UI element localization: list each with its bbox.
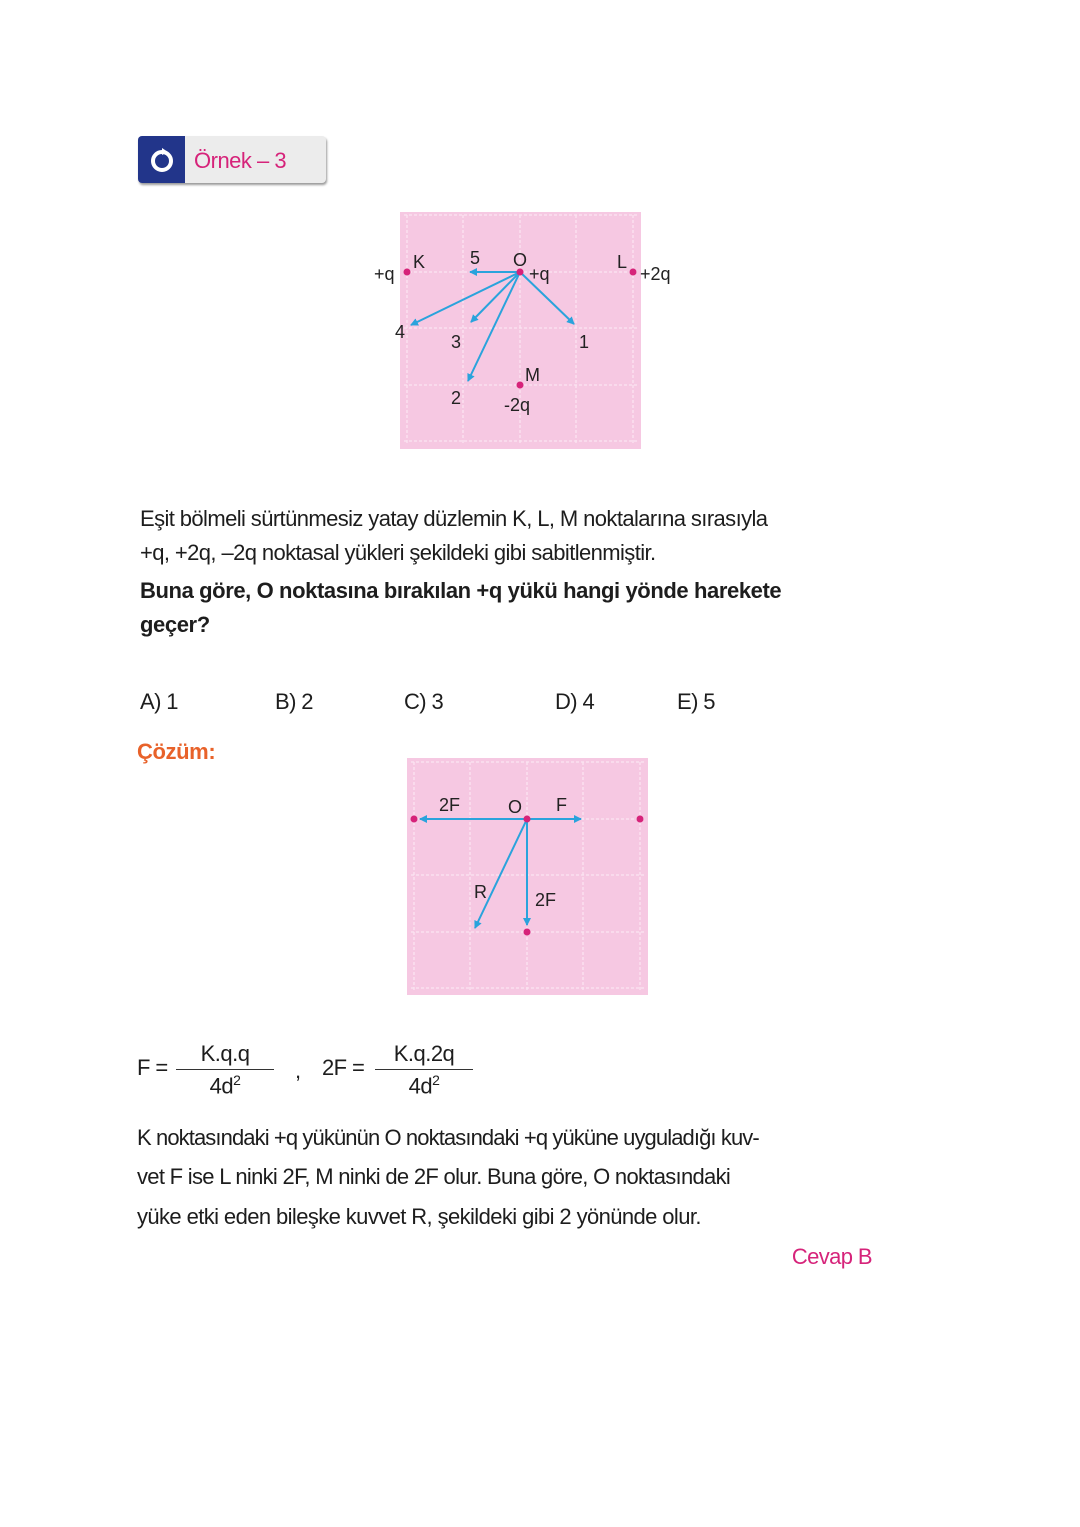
charge-m-dot — [524, 929, 531, 936]
charge-k-dot — [411, 816, 418, 823]
charge-l-value: +2q — [640, 264, 671, 284]
solution-text-line-1: K noktasındaki +q yükünün O noktasındaki +q yüküne uyguladığı kuv- — [137, 1125, 759, 1150]
question-text-line-2: +q, +2q, –2q noktasal yükleri şekildeki gibi sabitlenmiştir. — [140, 540, 656, 565]
solution-text-line-3: yüke etki eden bileşke kuvvet R, şekildeki gibi 2 yönünde olur. — [137, 1204, 701, 1229]
question-prompt-line-1: Buna göre, O noktasına bırakılan +q yükü hangi yönde harekete — [140, 578, 782, 603]
point-l-label: L — [617, 252, 628, 272]
charge-k-value: +q — [374, 264, 395, 284]
charge-o-dot — [524, 816, 531, 823]
point-m-label: M — [525, 365, 540, 385]
formula-2-fraction — [375, 1041, 473, 1099]
point-o-label: O — [508, 797, 523, 817]
formula-1-numerator: K.q.q — [176, 1041, 274, 1070]
charge-k-dot — [404, 269, 411, 276]
formula-1-lhs: F = — [137, 1055, 168, 1080]
solution-heading: Çözüm: — [137, 739, 216, 764]
example-title: Örnek – 3 — [194, 148, 287, 173]
solution-text-line-2: vet F ise L ninki 2F, M ninki de 2F olur. Buna göre, O noktasındaki — [137, 1164, 731, 1189]
formula-2-lhs: 2F = — [322, 1055, 365, 1080]
charge-l-dot — [637, 816, 644, 823]
point-o-label: O — [513, 250, 528, 270]
option-a[interactable]: A) 1 — [140, 689, 178, 714]
formula-1-denominator: $4d^2$ — [209, 1072, 241, 1099]
option-b[interactable]: B) 2 — [275, 689, 313, 714]
direction-label-4: 4 — [395, 322, 406, 342]
resultant-label: R — [474, 882, 487, 902]
answer-label: Cevap B — [791, 1244, 872, 1269]
force-label-f: F — [556, 795, 567, 815]
charge-m-value: -2q — [504, 395, 531, 415]
formula-separator: , — [295, 1058, 301, 1083]
direction-label-1: 1 — [579, 332, 590, 352]
direction-label-3: 3 — [451, 332, 462, 352]
formula-2-denominator: $4d^2$ — [408, 1072, 440, 1099]
option-c[interactable]: C) 3 — [404, 689, 444, 714]
charge-o-value: +q — [529, 264, 550, 284]
force-label-2f-left: 2F — [439, 795, 461, 815]
charge-grid-figure — [374, 212, 671, 449]
direction-label-5: 5 — [470, 248, 481, 268]
charge-m-dot — [517, 382, 524, 389]
force-label-2f-down: 2F — [535, 890, 557, 910]
question-text-line-1: Eşit bölmeli sürtünmesiz yatay düzlemin K, L, M noktalarına sırasıyla — [140, 506, 768, 531]
charge-l-dot — [630, 269, 637, 276]
point-k-label: K — [413, 252, 426, 272]
formula-2-numerator: K.q.2q — [375, 1041, 473, 1070]
question-prompt-line-2: geçer? — [140, 612, 210, 637]
direction-label-2: 2 — [451, 388, 462, 408]
option-d[interactable]: D) 4 — [555, 689, 595, 714]
formula-1-fraction — [176, 1041, 274, 1099]
option-e[interactable]: E) 5 — [677, 689, 715, 714]
solution-force-figure — [407, 758, 648, 995]
